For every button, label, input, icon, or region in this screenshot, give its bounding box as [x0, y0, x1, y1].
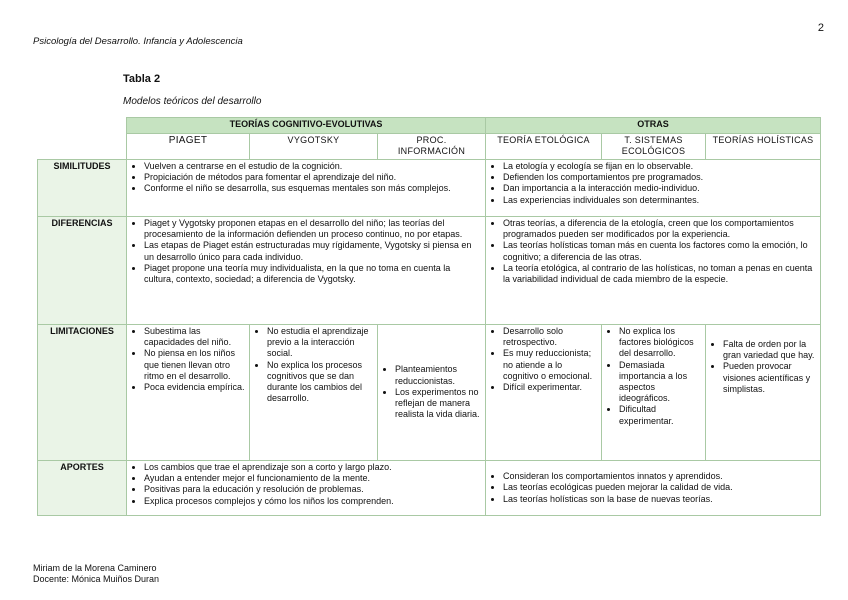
list-item: • Es muy reduccionista; no atiende a lo cognitivo o emocional.: [503, 348, 597, 382]
column-header-sistemas: T. SISTEMAS ECOLÓGICOS: [602, 134, 706, 160]
column-header-vygotsky: VYGOTSKY: [250, 134, 378, 160]
list-item: • La etología y ecología se fijan en lo observable.: [503, 161, 816, 172]
table-label: Tabla 2: [123, 73, 161, 85]
list-item: • Desarrollo solo retrospectivo.: [503, 326, 597, 348]
list-item: • Defienden los comportamientos pre programados.: [503, 172, 816, 183]
footer-author: Miriam de la Morena Caminero: [33, 563, 157, 573]
list-item: • Las etapas de Piaget están estructuradas muy rígidamente, Vygotsky si piensa en un desarrollo único para cada individuo.: [144, 240, 481, 262]
list-item: • Falta de orden por la gran variedad que hay.: [723, 339, 816, 361]
list-item: • Demasiada importancia a los aspectos ideográficos.: [619, 360, 701, 405]
list-item: • No explica los factores biológicos del desarrollo.: [619, 326, 701, 360]
column-header-piaget: PIAGET: [127, 134, 250, 160]
list-item: • Difícil experimentar.: [503, 382, 597, 393]
list-item: • Subestima las capacidades del niño.: [144, 326, 245, 348]
list-item: • Positivas para la educación y resolución de problemas.: [144, 484, 481, 495]
diferencias-others: [486, 217, 821, 325]
limitaciones-piaget: [127, 325, 250, 461]
limitaciones-holisticas: [706, 325, 821, 461]
list-item: • Las teorías holísticas toman más en cuenta los factores como la emoción, lo cognitivo; a diferencia de las otras.: [503, 240, 816, 262]
list-item: • No explica los procesos cognitivos que se dan durante los cambios del desarrollo.: [267, 360, 373, 405]
diferencias-cognitive: [127, 217, 486, 325]
row-limitaciones: [38, 325, 821, 461]
list-item: • Consideran los comportamientos innatos y aprendidos.: [503, 471, 816, 482]
corner-empty: [38, 118, 127, 134]
theories-table: [37, 117, 821, 516]
group-header-cognitive: TEORÍAS COGNITIVO-EVOLUTIVAS: [127, 118, 486, 134]
list-item: • Dan importancia a la interacción medio-individuo.: [503, 183, 816, 194]
list-item: • Otras teorías, a diferencia de la etología, creen que los comportamientos programados pueden ser modificados por la experiencia.: [503, 218, 816, 240]
column-header-etologica: TEORÍA ETOLÓGICA: [486, 134, 602, 160]
list-item: • Las teorías ecológicas pueden mejorar la calidad de vida.: [503, 482, 816, 493]
list-item: • Las experiencias individuales son determinantes.: [503, 195, 816, 206]
limitaciones-sistemas: [602, 325, 706, 461]
list-item: • Las teorías holísticas son la base de nuevas teorías.: [503, 494, 816, 505]
list-item: • Piaget y Vygotsky proponen etapas en el desarrollo del niño; las teorías del procesamiento de la información defienden un proceso continuo, no por etapas.: [144, 218, 481, 240]
list-item: • Ayudan a entender mejor el funcionamiento de la mente.: [144, 473, 481, 484]
column-header-holisticas: TEORÍAS HOLÍSTICAS: [706, 134, 821, 160]
limitaciones-etologica: [486, 325, 602, 461]
row-aportes: [38, 461, 821, 516]
list-item: • No estudia el aprendizaje previo a la interacción social.: [267, 326, 373, 360]
aportes-others: [486, 461, 821, 516]
table-caption: Modelos teóricos del desarrollo: [123, 96, 262, 107]
limitaciones-vygotsky: [250, 325, 378, 461]
list-item: • Conforme el niño se desarrolla, sus esquemas mentales son más complejos.: [144, 183, 481, 194]
row-diferencias: [38, 217, 821, 325]
similitudes-cognitive: [127, 160, 486, 217]
list-item: • Dificultad experimentar.: [619, 404, 701, 426]
limitaciones-proc-info: [378, 325, 486, 461]
list-item: • Explica procesos complejos y cómo los niños los comprenden.: [144, 496, 481, 507]
list-item: • No piensa en los niños que tienen llevan otro ritmo en el desarrollo.: [144, 348, 245, 382]
similitudes-others: [486, 160, 821, 217]
list-item: • Los cambios que trae el aprendizaje son a corto y largo plazo.: [144, 462, 481, 473]
column-header-proc-info: PROC. INFORMACIÓN: [378, 134, 486, 160]
list-item: • Poca evidencia empírica.: [144, 382, 245, 393]
row-label: DIFERENCIAS: [38, 217, 127, 325]
group-header-others: OTRAS: [486, 118, 821, 134]
row-label: SIMILITUDES: [38, 160, 127, 217]
corner-empty-2: [38, 134, 127, 160]
document-header: Psicología del Desarrollo. Infancia y Adolescencia: [33, 36, 243, 47]
list-item: • Los experimentos no reflejan de manera realista la vida diaria.: [395, 387, 481, 421]
footer-teacher: Docente: Mónica Muiños Duran: [33, 574, 160, 584]
list-item: • La teoría etológica, al contrario de las holísticas, no toman a penas en cuenta la variabilidad individual de cada miembro de la especie.: [503, 263, 816, 285]
row-label: APORTES: [38, 461, 127, 516]
row-similitudes: [38, 160, 821, 217]
aportes-cognitive: [127, 461, 486, 516]
list-item: • Vuelven a centrarse en el estudio de la cognición.: [144, 161, 481, 172]
list-item: • Pueden provocar visiones acientíficas y simplistas.: [723, 361, 816, 395]
page-number: 2: [817, 22, 824, 34]
list-item: • Planteamientos reduccionistas.: [395, 364, 481, 386]
document-footer: [33, 563, 159, 585]
list-item: • Piaget propone una teoría muy individualista, en la que no toma en cuenta la cultura, contexto, sociedad; a diferencia de Vygotsky.: [144, 263, 481, 285]
row-label: LIMITACIONES: [38, 325, 127, 461]
list-item: • Propiciación de métodos para fomentar el aprendizaje del niño.: [144, 172, 481, 183]
